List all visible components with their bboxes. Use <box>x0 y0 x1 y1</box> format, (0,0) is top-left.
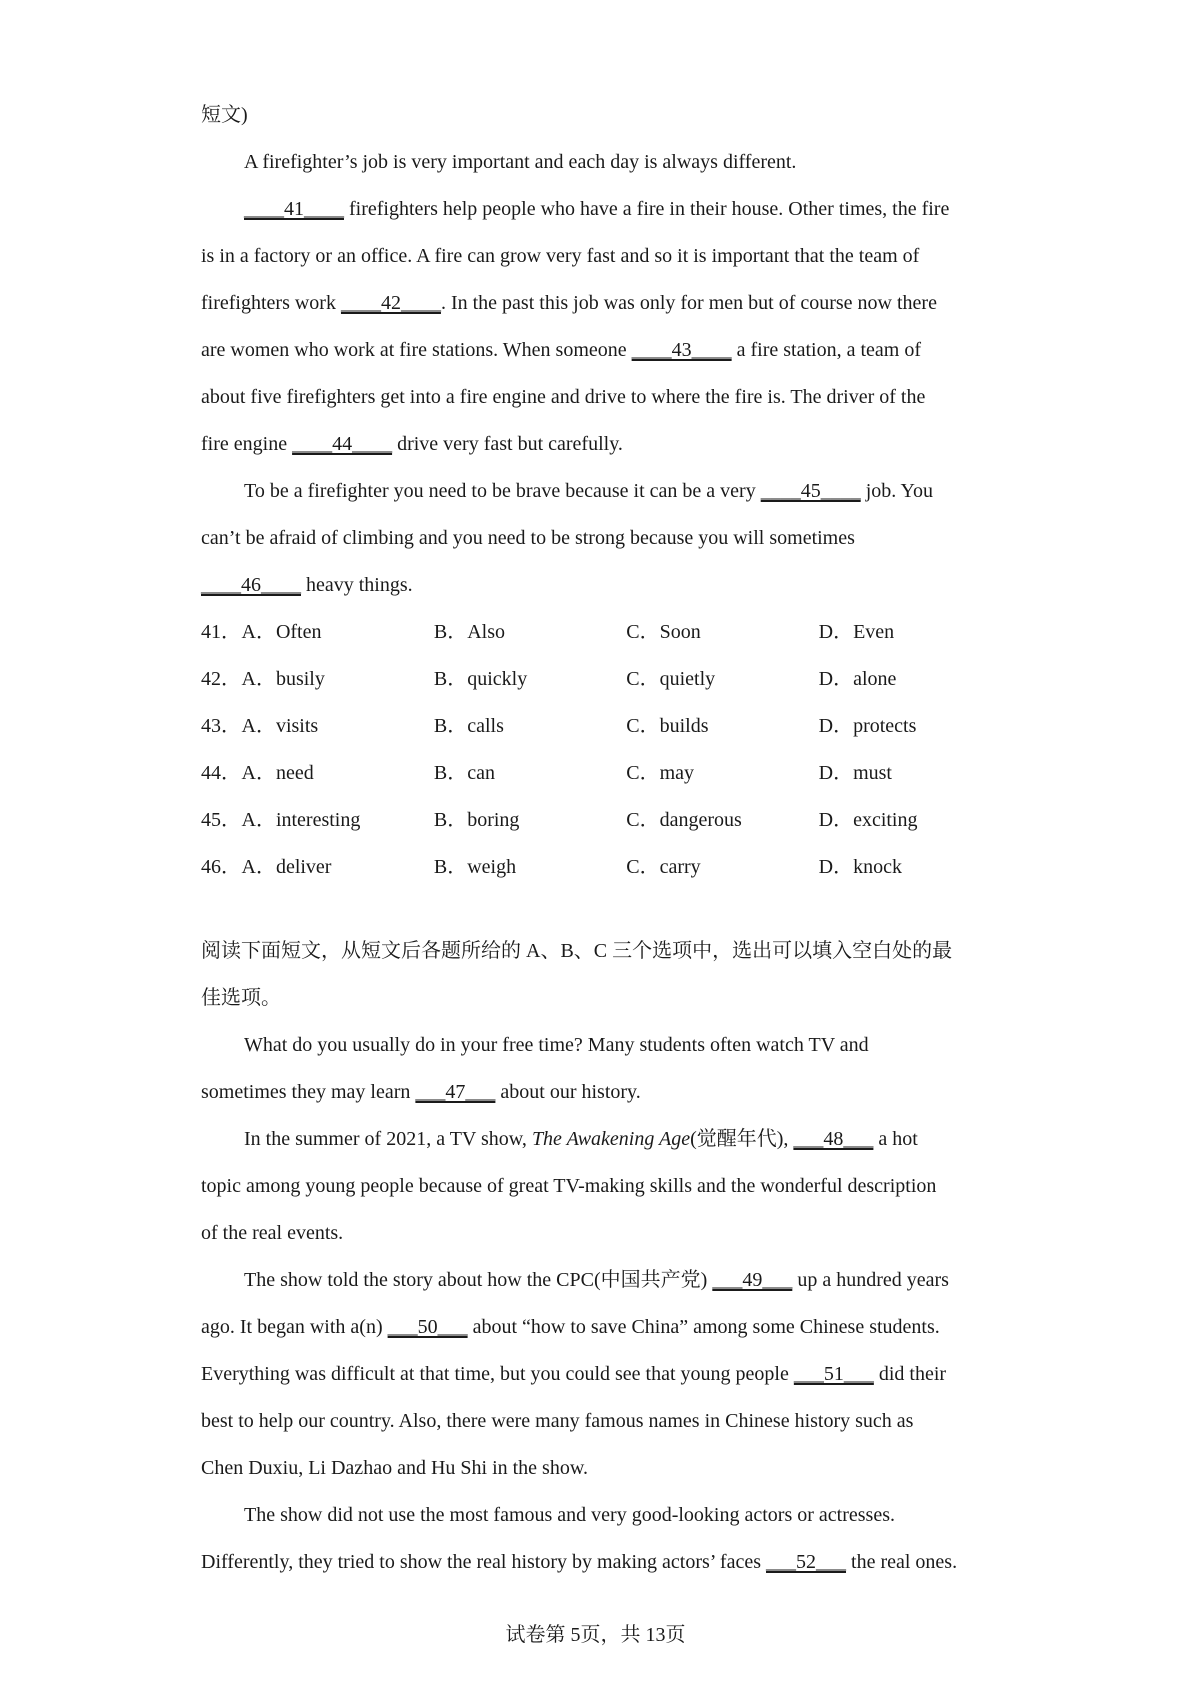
text-segment: (觉醒年代), <box>690 1128 794 1150</box>
paragraph-line: A firefighter’s job is very important and each day is always different. <box>244 151 797 173</box>
blank-46: ____46____ <box>201 574 301 596</box>
option-a[interactable]: A．Often <box>241 621 322 643</box>
text-segment: drive very fast but carefully. <box>392 433 623 455</box>
paragraph-line <box>201 421 1011 468</box>
text-segment: about “how to save China” among some Chinese students. <box>467 1316 940 1338</box>
option-a[interactable]: A．interesting <box>241 809 361 831</box>
option-c[interactable]: C．Soon <box>626 621 701 643</box>
text-segment: did their <box>873 1363 947 1385</box>
blank-47: ___47___ <box>415 1081 496 1103</box>
option-d[interactable]: D．exciting <box>818 809 918 831</box>
option-c[interactable]: C．builds <box>626 715 709 737</box>
blank-48: ___48___ <box>793 1128 874 1150</box>
option-d[interactable]: D．Even <box>818 621 895 643</box>
text-segment: job. You <box>860 480 933 502</box>
paragraph-line <box>201 327 1011 374</box>
blank-44: ____44____ <box>292 433 393 455</box>
option-a[interactable]: A．busily <box>241 668 325 690</box>
text-segment: firefighters help people who have a fire in their house. Other times, the fire <box>344 198 950 220</box>
question-46 <box>201 844 1011 891</box>
option-c[interactable]: C．may <box>626 762 695 784</box>
text-segment: The show told the story about how the CPC(中国共产党) <box>244 1269 713 1291</box>
blank-45: ____45____ <box>760 480 861 502</box>
show-title: The Awakening Age <box>531 1128 691 1150</box>
question-45 <box>201 797 1011 844</box>
blank-41: ____41____ <box>244 198 344 220</box>
paragraph-line <box>201 1069 1011 1116</box>
paragraph-line <box>201 1304 1011 1351</box>
text-segment: a hot <box>873 1128 918 1150</box>
text-segment: heavy things. <box>301 574 413 596</box>
option-b[interactable]: B．boring <box>433 809 520 831</box>
option-d[interactable]: D．must <box>818 762 892 784</box>
blank-42: ____42____ <box>340 292 441 314</box>
option-b[interactable]: B．can <box>433 762 495 784</box>
paragraph-line: is in a factory or an office. A fire can grow very fast and so it is important that the team of <box>201 245 920 267</box>
text-segment: the real ones. <box>846 1551 958 1573</box>
text-segment: In the summer of 2021, a TV show, <box>244 1128 532 1150</box>
question-42 <box>201 656 1011 703</box>
section-header-tail: 短文) <box>201 104 248 126</box>
paragraph-line <box>201 1257 1011 1304</box>
paragraph-line <box>201 1351 1011 1398</box>
paragraph-line: about five firefighters get into a fire engine and drive to where the fire is. The driver of the <box>201 386 926 408</box>
option-b[interactable]: B．calls <box>433 715 504 737</box>
blank-49: ___49___ <box>712 1269 793 1291</box>
question-44 <box>201 750 1011 797</box>
paragraph-line <box>201 562 1011 609</box>
paragraph-line <box>201 468 1011 515</box>
question-43 <box>201 703 1011 750</box>
option-b[interactable]: B．Also <box>433 621 505 643</box>
instruction-line: 阅读下面短文，从短文后各题所给的 A、B、C 三个选项中，选出可以填入空白处的最 <box>201 940 953 962</box>
paragraph-line: topic among young people because of great TV-making skills and the wonderful description <box>201 1175 937 1197</box>
option-a[interactable]: A．visits <box>241 715 319 737</box>
text-segment: fire engine <box>201 433 293 455</box>
option-d[interactable]: D．alone <box>818 668 897 690</box>
paragraph-line: The show did not use the most famous and very good-looking actors or actresses. <box>244 1504 895 1526</box>
question-number: 46． <box>201 856 241 878</box>
question-number: 41． <box>201 621 241 643</box>
paragraph-line: can’t be afraid of climbing and you need to be strong because you will sometimes <box>201 527 855 549</box>
text-segment: Differently, they tried to show the real history by making actors’ faces <box>201 1551 767 1573</box>
text-segment: Everything was difficult at that time, but you could see that young people <box>201 1363 794 1385</box>
paragraph-line <box>201 1539 1011 1586</box>
question-number: 42． <box>201 668 241 690</box>
option-d[interactable]: D．protects <box>818 715 917 737</box>
question-41 <box>201 609 1011 656</box>
text-segment: are women who work at fire stations. When someone <box>201 339 632 361</box>
text-segment: To be a firefighter you need to be brave because it can be a very <box>244 480 761 502</box>
option-c[interactable]: C．carry <box>626 856 701 878</box>
page-content <box>201 92 1011 1586</box>
question-number: 43． <box>201 715 241 737</box>
option-a[interactable]: A．deliver <box>241 856 332 878</box>
text-segment: about our history. <box>495 1081 641 1103</box>
page-footer: 试卷第 5页，共 13页 <box>505 1624 686 1646</box>
option-c[interactable]: C．dangerous <box>626 809 742 831</box>
paragraph-line <box>201 186 1011 233</box>
blank-50: ___50___ <box>387 1316 468 1338</box>
paragraph-line: of the real events. <box>201 1222 344 1244</box>
text-segment: sometimes they may learn <box>201 1081 416 1103</box>
paragraph-line: What do you usually do in your free time? Many students often watch TV and <box>244 1034 869 1056</box>
text-segment: ago. It began with a(n) <box>201 1316 388 1338</box>
question-number: 44． <box>201 762 241 784</box>
option-d[interactable]: D．knock <box>818 856 902 878</box>
text-segment: up a hundred years <box>792 1269 949 1291</box>
option-b[interactable]: B．weigh <box>433 856 517 878</box>
paragraph-line <box>201 280 1011 327</box>
blank-43: ____43____ <box>631 339 732 361</box>
blank-51: ___51___ <box>793 1363 874 1385</box>
option-b[interactable]: B．quickly <box>433 668 528 690</box>
section-gap <box>201 891 1011 928</box>
paragraph-line: best to help our country. Also, there were many famous names in Chinese history such as <box>201 1410 914 1432</box>
paragraph-line: Chen Duxiu, Li Dazhao and Hu Shi in the show. <box>201 1457 588 1479</box>
paragraph-line <box>201 1116 1011 1163</box>
option-c[interactable]: C．quietly <box>626 668 716 690</box>
instruction-line: 佳选项。 <box>201 987 281 1009</box>
text-segment: . In the past this job was only for men but of course now there <box>440 292 937 314</box>
text-segment: firefighters work <box>201 292 341 314</box>
option-a[interactable]: A．need <box>241 762 314 784</box>
text-segment: a fire station, a team of <box>731 339 921 361</box>
question-number: 45． <box>201 809 241 831</box>
blank-52: ___52___ <box>766 1551 847 1573</box>
